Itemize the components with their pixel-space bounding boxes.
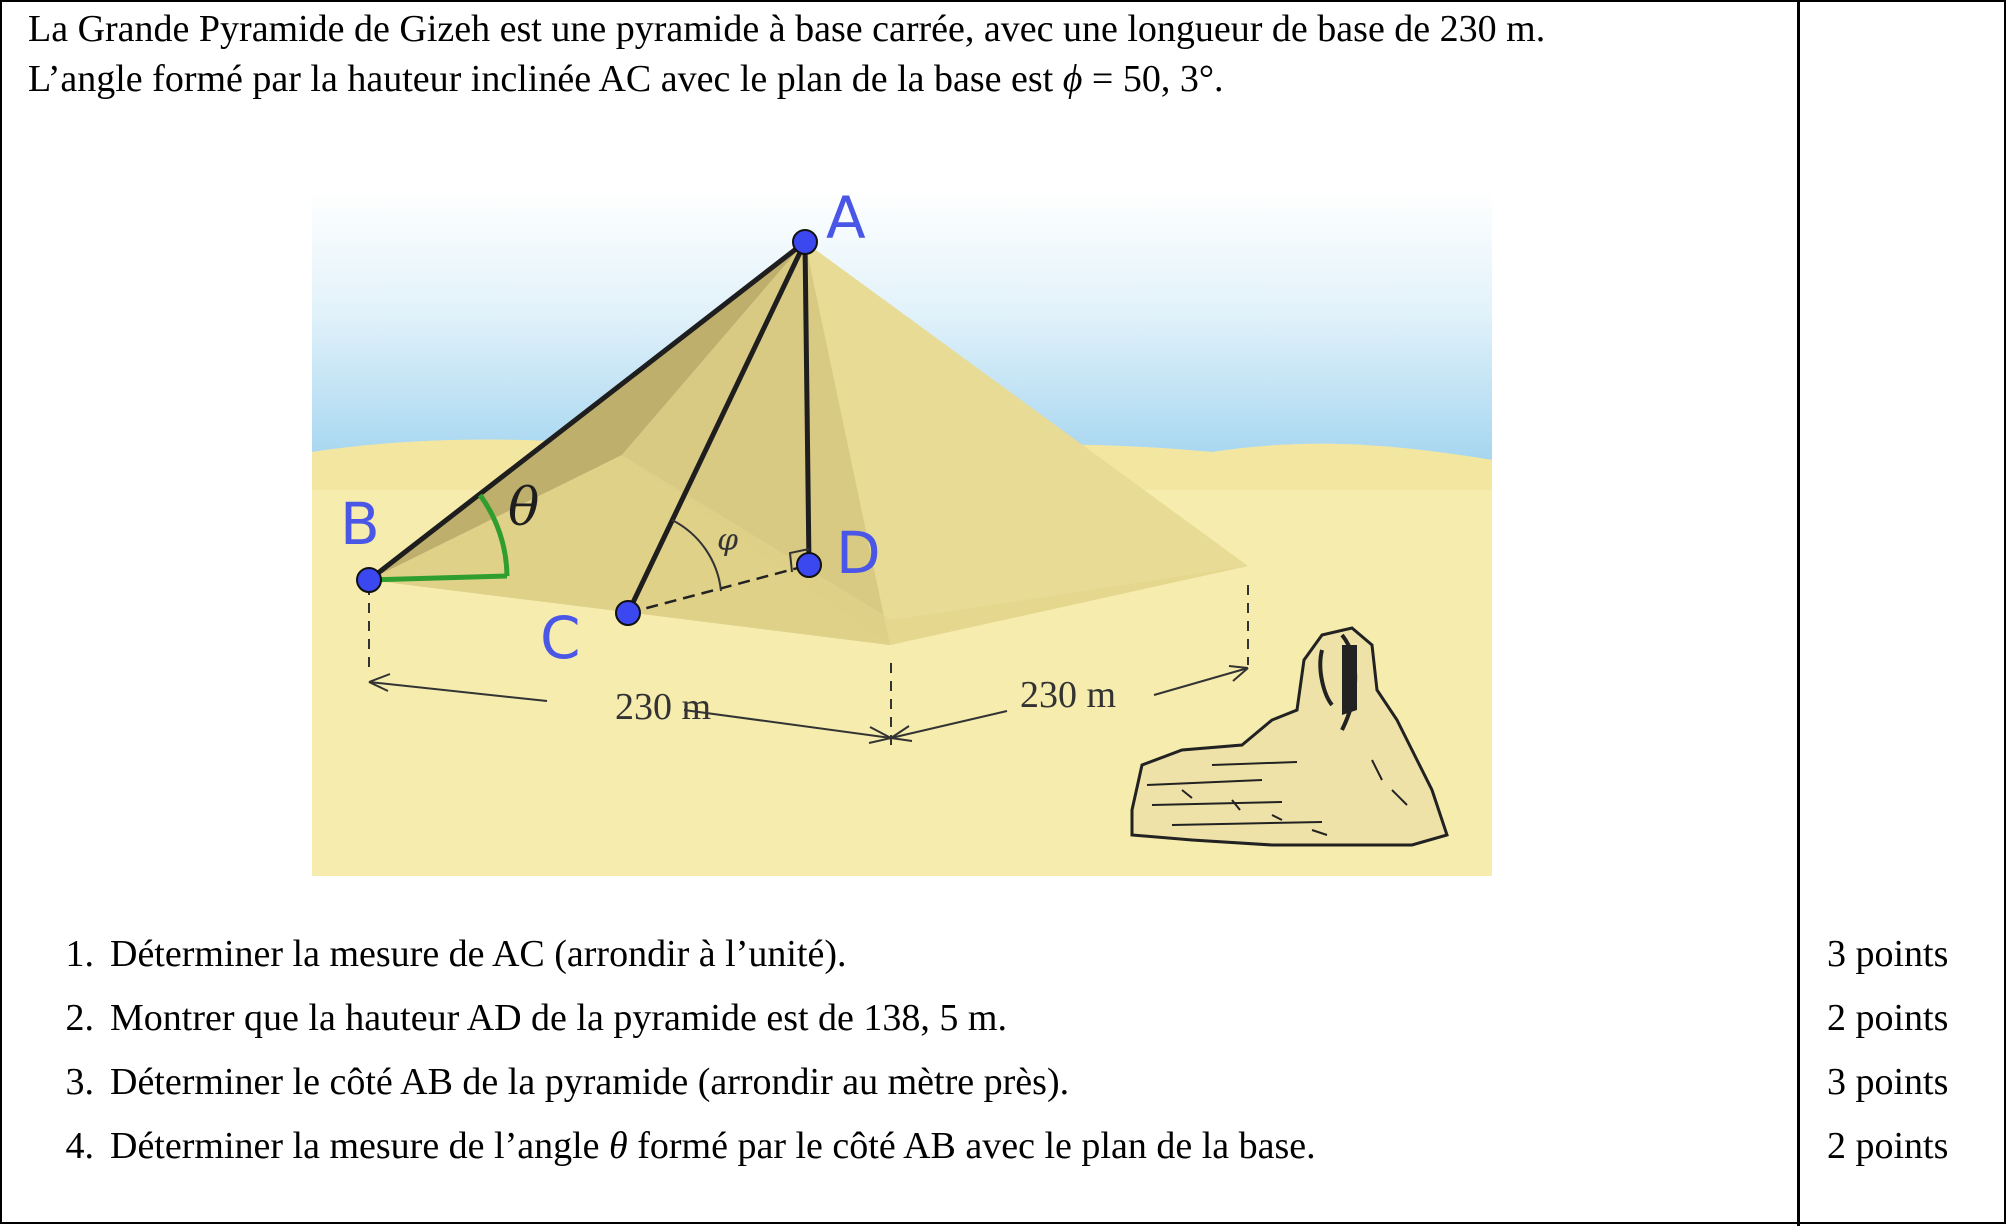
question-points: 3 points [1827,933,1949,975]
question-points: 2 points [1827,997,1949,1039]
question-text [110,1121,1316,1171]
label-B: B [340,490,380,558]
intro-line-2 [28,54,1776,104]
problem-statement [28,4,1776,104]
question-1 [0,929,2008,993]
question-text: Déterminer le côté AB de la pyramide (arrondir au mètre près). [110,1061,1070,1103]
question-3 [0,1057,2008,1121]
question-number: 4. [65,1125,94,1167]
theta-symbol: θ [609,1125,628,1167]
pyramid-figure [312,190,1492,876]
intro-line-1: La Grande Pyramide de Gizeh est une pyramide à base carrée, avec une longueur de base de 230 m. [28,8,1546,50]
intro-line-2-value: = 50, 3°. [1082,58,1224,100]
question-text: Montrer que la hauteur AD de la pyramide est de 138, 5 m. [110,997,1007,1039]
question-points: 3 points [1827,1061,1949,1103]
question-number: 1. [65,933,94,975]
dim-label-left: 230 m [615,686,712,728]
question-4 [0,1121,2008,1185]
question-4-text-b: formé par le côté AB avec le plan de la base. [627,1125,1316,1167]
question-text: Déterminer la mesure de AC (arrondir à l’unité). [110,933,847,975]
question-2 [0,993,2008,1057]
pyramid-diagram [312,190,1492,876]
theta-label: θ [508,478,540,538]
point-A [793,230,817,254]
question-4-text-a: Déterminer la mesure de l’angle [110,1125,610,1167]
point-D [797,553,821,577]
label-C: C [540,604,581,672]
point-B [357,568,381,592]
label-D: D [836,519,881,587]
question-number: 3. [65,1061,94,1103]
question-number: 2. [65,997,94,1039]
intro-line-2-text: L’angle formé par la hauteur inclinée AC avec le plan de la base est [28,58,1063,100]
label-A: A [826,190,866,252]
phi-symbol: ϕ [1062,58,1083,100]
dim-label-right: 230 m [1020,674,1117,716]
phi-label: φ [717,523,739,558]
point-C [616,601,640,625]
question-points: 2 points [1827,1125,1949,1167]
